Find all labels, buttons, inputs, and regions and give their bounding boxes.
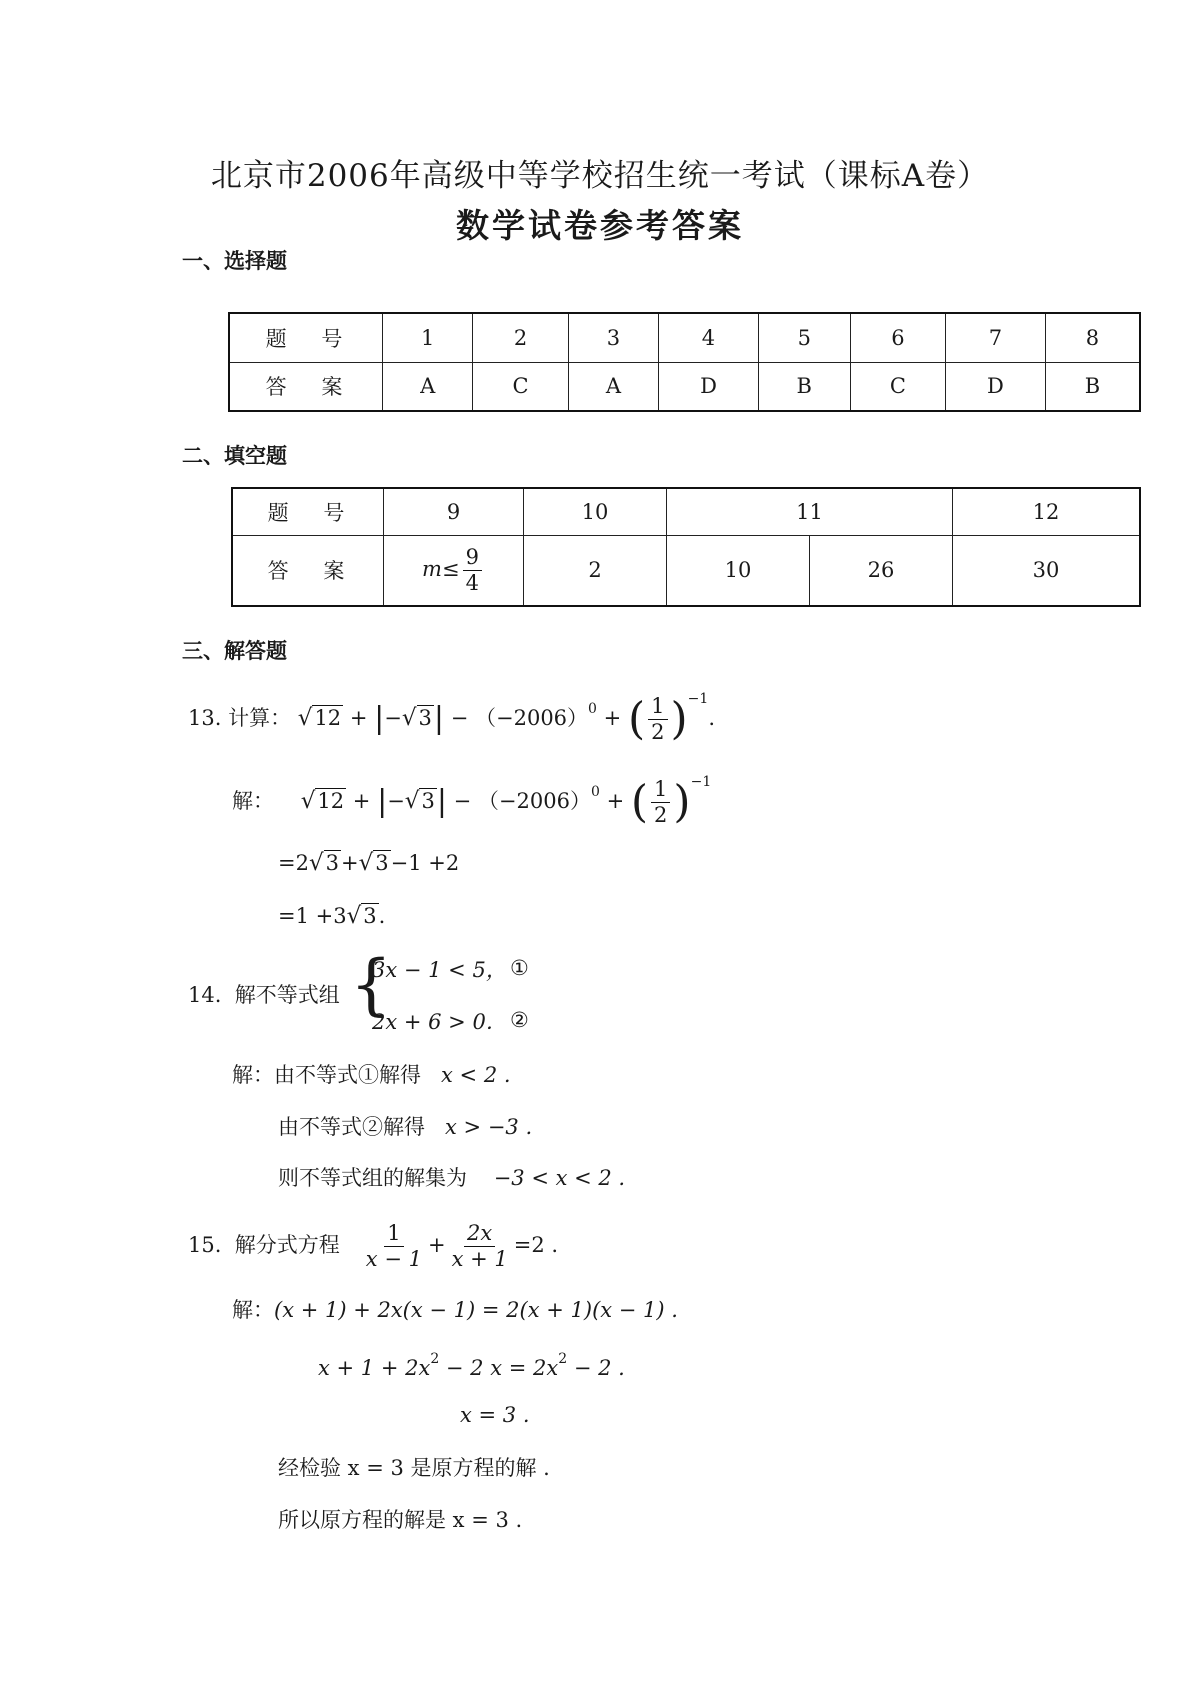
problem-15-solution-line-1 xyxy=(232,1300,678,1321)
step-text: −1 +2 xyxy=(390,851,460,875)
answer-cell-q10: 2 xyxy=(524,535,667,606)
exponent-two: 2 xyxy=(430,1351,440,1367)
section-fill-blank-heading: 二、填空题 xyxy=(182,443,287,468)
question-number-cell: 9 xyxy=(384,488,524,535)
fraction-one-half: $\frac{1}{2}$ xyxy=(648,695,667,744)
step-text: 所以原方程的解是 x = 3 . xyxy=(278,1508,523,1532)
step-math: x = 3 . xyxy=(460,1403,530,1427)
answer-cell: D xyxy=(659,362,759,411)
answer-cell-q12: 30 xyxy=(953,535,1141,606)
fraction-one-half: $\frac{1}{2}$ xyxy=(651,778,670,827)
exponent-two: 2 xyxy=(558,1351,568,1367)
abs-bar-left: | xyxy=(377,784,388,819)
variable-m: m xyxy=(422,556,442,581)
exam-title: 北京市2006年高级中等学校招生统一考试（课标A卷） xyxy=(210,158,990,194)
plus-sign: + xyxy=(349,706,368,730)
circle-number-2-icon: ② xyxy=(510,1008,529,1032)
step-text: 则不等式组的解集为 xyxy=(278,1166,467,1190)
answer-cell-q11-first: 10 xyxy=(667,535,810,606)
abs-bar-left: | xyxy=(374,701,385,736)
sqrt-12: √12 xyxy=(297,705,342,731)
step-text: =1 +3 xyxy=(278,904,347,928)
problem-13-solution-line-3 xyxy=(278,905,385,928)
table-row xyxy=(232,535,1140,606)
circle-number-1-icon: ① xyxy=(510,956,529,980)
problem-13-solution-line-2 xyxy=(278,852,459,875)
problem-number: 15. xyxy=(188,1233,222,1258)
sqrt-3: √3 xyxy=(346,903,377,929)
plus-sign: + xyxy=(427,1233,446,1258)
solution-label: 解： xyxy=(232,1063,274,1087)
question-number-cell: 11 xyxy=(667,488,953,535)
row-label-answer: 答 案 xyxy=(232,535,384,606)
inequality-2 xyxy=(372,1012,507,1033)
close-paren: ） xyxy=(567,706,589,730)
plus-sign: + xyxy=(352,789,371,813)
abs-bar-right: | xyxy=(433,701,445,736)
problem-14-statement xyxy=(188,985,340,1006)
answer-cell: C xyxy=(850,362,945,411)
inequality-text: 3x − 1 < 5， xyxy=(372,958,507,982)
open-paren: （ xyxy=(475,706,496,730)
exponent-neg-one: −1 xyxy=(690,774,712,790)
answer-cell: C xyxy=(473,362,568,411)
table-row xyxy=(229,362,1140,411)
step-math: x + 1 + 2x xyxy=(318,1356,431,1380)
section-solutions-heading: 三、解答题 xyxy=(182,638,287,663)
left-brace-icon: { xyxy=(350,946,392,1023)
question-number-cell: 6 xyxy=(850,313,945,362)
table-row xyxy=(229,313,1140,362)
minus-sign: − xyxy=(384,706,402,730)
period: . xyxy=(708,706,715,730)
question-number-cell: 1 xyxy=(383,313,473,362)
question-number-cell: 3 xyxy=(568,313,658,362)
solution-label: 解： xyxy=(232,789,274,813)
solution-label: 解： xyxy=(232,1298,274,1322)
plus-sign: + xyxy=(603,706,622,730)
abs-bar-right: | xyxy=(436,784,447,819)
fraction-nine-fourths xyxy=(463,546,482,595)
close-paren: ） xyxy=(569,789,591,813)
problem-prompt: 解分式方程 xyxy=(234,1233,340,1258)
fraction-2x-over-x-plus-1: $\frac{2x}{x + 1}$ xyxy=(451,1221,508,1272)
question-number-cell: 2 xyxy=(473,313,568,362)
row-label-number: 题 号 xyxy=(229,313,383,362)
question-number-cell: 7 xyxy=(946,313,1046,362)
year-term: −2006 xyxy=(496,706,568,730)
problem-14-solution-line-2 xyxy=(278,1117,532,1138)
question-number-cell: 5 xyxy=(758,313,850,362)
step-text: 由不等式②解得 xyxy=(278,1115,425,1139)
sqrt-3: √3 xyxy=(358,850,389,876)
problem-15-solution-line-3 xyxy=(460,1405,530,1426)
step-text: =2 xyxy=(278,851,309,875)
minus-sign: − xyxy=(450,706,469,730)
answer-cell: D xyxy=(946,362,1046,411)
answer-cell-q11-second: 26 xyxy=(810,535,953,606)
minus-sign: − xyxy=(387,789,405,813)
problem-15-check xyxy=(278,1458,550,1479)
problem-15-statement xyxy=(188,1222,558,1271)
fraction-numerator: 9 xyxy=(463,546,482,571)
fill-blank-answer-table xyxy=(231,487,1141,607)
plus-sign: + xyxy=(606,789,625,813)
sqrt-12: √12 xyxy=(300,788,345,814)
problem-number: 13. xyxy=(188,706,222,730)
step-math: x < 2 . xyxy=(441,1063,511,1087)
step-math: − 2 . xyxy=(567,1356,625,1380)
sqrt-3: √3 xyxy=(404,788,435,814)
equation-rhs: =2 . xyxy=(513,1233,559,1258)
sqrt-3: √3 xyxy=(308,850,339,876)
open-paren: （ xyxy=(477,789,499,813)
question-number-cell: 8 xyxy=(1045,313,1140,362)
question-number-cell: 12 xyxy=(953,488,1141,535)
plus-sign: + xyxy=(341,851,359,875)
problem-prompt: 计算： xyxy=(228,706,292,730)
answer-key-title: 数学试卷参考答案 xyxy=(456,206,744,245)
problem-prompt: 解不等式组 xyxy=(234,983,340,1007)
multiple-choice-answer-table xyxy=(228,312,1141,412)
table-row xyxy=(232,488,1140,535)
row-label-answer: 答 案 xyxy=(229,362,383,411)
inequality-text: 2x + 6 > 0． xyxy=(372,1010,507,1034)
answer-cell: B xyxy=(758,362,850,411)
answer-cell: A xyxy=(568,362,658,411)
exponent-zero: 0 xyxy=(588,701,597,717)
problem-14-solution-line-3 xyxy=(278,1168,625,1189)
step-math: (x + 1) + 2x(x − 1) = 2(x + 1)(x − 1) . xyxy=(274,1298,678,1322)
exponent-neg-one: −1 xyxy=(687,691,709,707)
fraction-denominator: 4 xyxy=(465,570,479,595)
step-text: 经检验 x = 3 是原方程的解 . xyxy=(278,1456,550,1480)
year-term: −2006 xyxy=(498,789,570,813)
problem-13-solution-line-1: 解： $√12 + |-√3| - (-2006)^0$ + ( $\frac{1}{2}$ )$^{-1}$ xyxy=(232,774,712,828)
problem-13-statement: 13. 计算： $√12 + |-√3| - (-2006)^0$ + ( $\frac{1}{2}$ )$^{-1}$. xyxy=(188,691,715,745)
question-number-cell: 10 xyxy=(524,488,667,535)
minus-sign: − xyxy=(453,789,472,813)
problem-number: 14. xyxy=(188,983,222,1007)
inequality-1 xyxy=(372,960,507,981)
section-multiple-choice-heading: 一、选择题 xyxy=(182,248,287,273)
fraction-1-over-x-minus-1: $\frac{1}{x - 1}$ xyxy=(365,1221,422,1272)
problem-15-solution-line-2 xyxy=(318,1352,625,1379)
step-math: −3 < x < 2 . xyxy=(493,1166,626,1190)
leq-sign: ≤ xyxy=(441,556,460,581)
answer-cell: A xyxy=(383,362,473,411)
exponent-zero: 0 xyxy=(590,784,600,800)
problem-15-conclusion xyxy=(278,1510,522,1531)
problem-14-solution-line-1 xyxy=(232,1065,511,1086)
step-text: 由不等式①解得 xyxy=(274,1063,421,1087)
step-math: − 2 x = 2x xyxy=(439,1356,559,1380)
period: . xyxy=(378,904,386,928)
row-label-number: 题 号 xyxy=(232,488,384,535)
sqrt-3: √3 xyxy=(401,705,432,731)
answer-cell-q9 xyxy=(384,535,524,606)
answer-cell: B xyxy=(1045,362,1140,411)
step-math: x > −3 . xyxy=(445,1115,533,1139)
question-number-cell: 4 xyxy=(659,313,759,362)
